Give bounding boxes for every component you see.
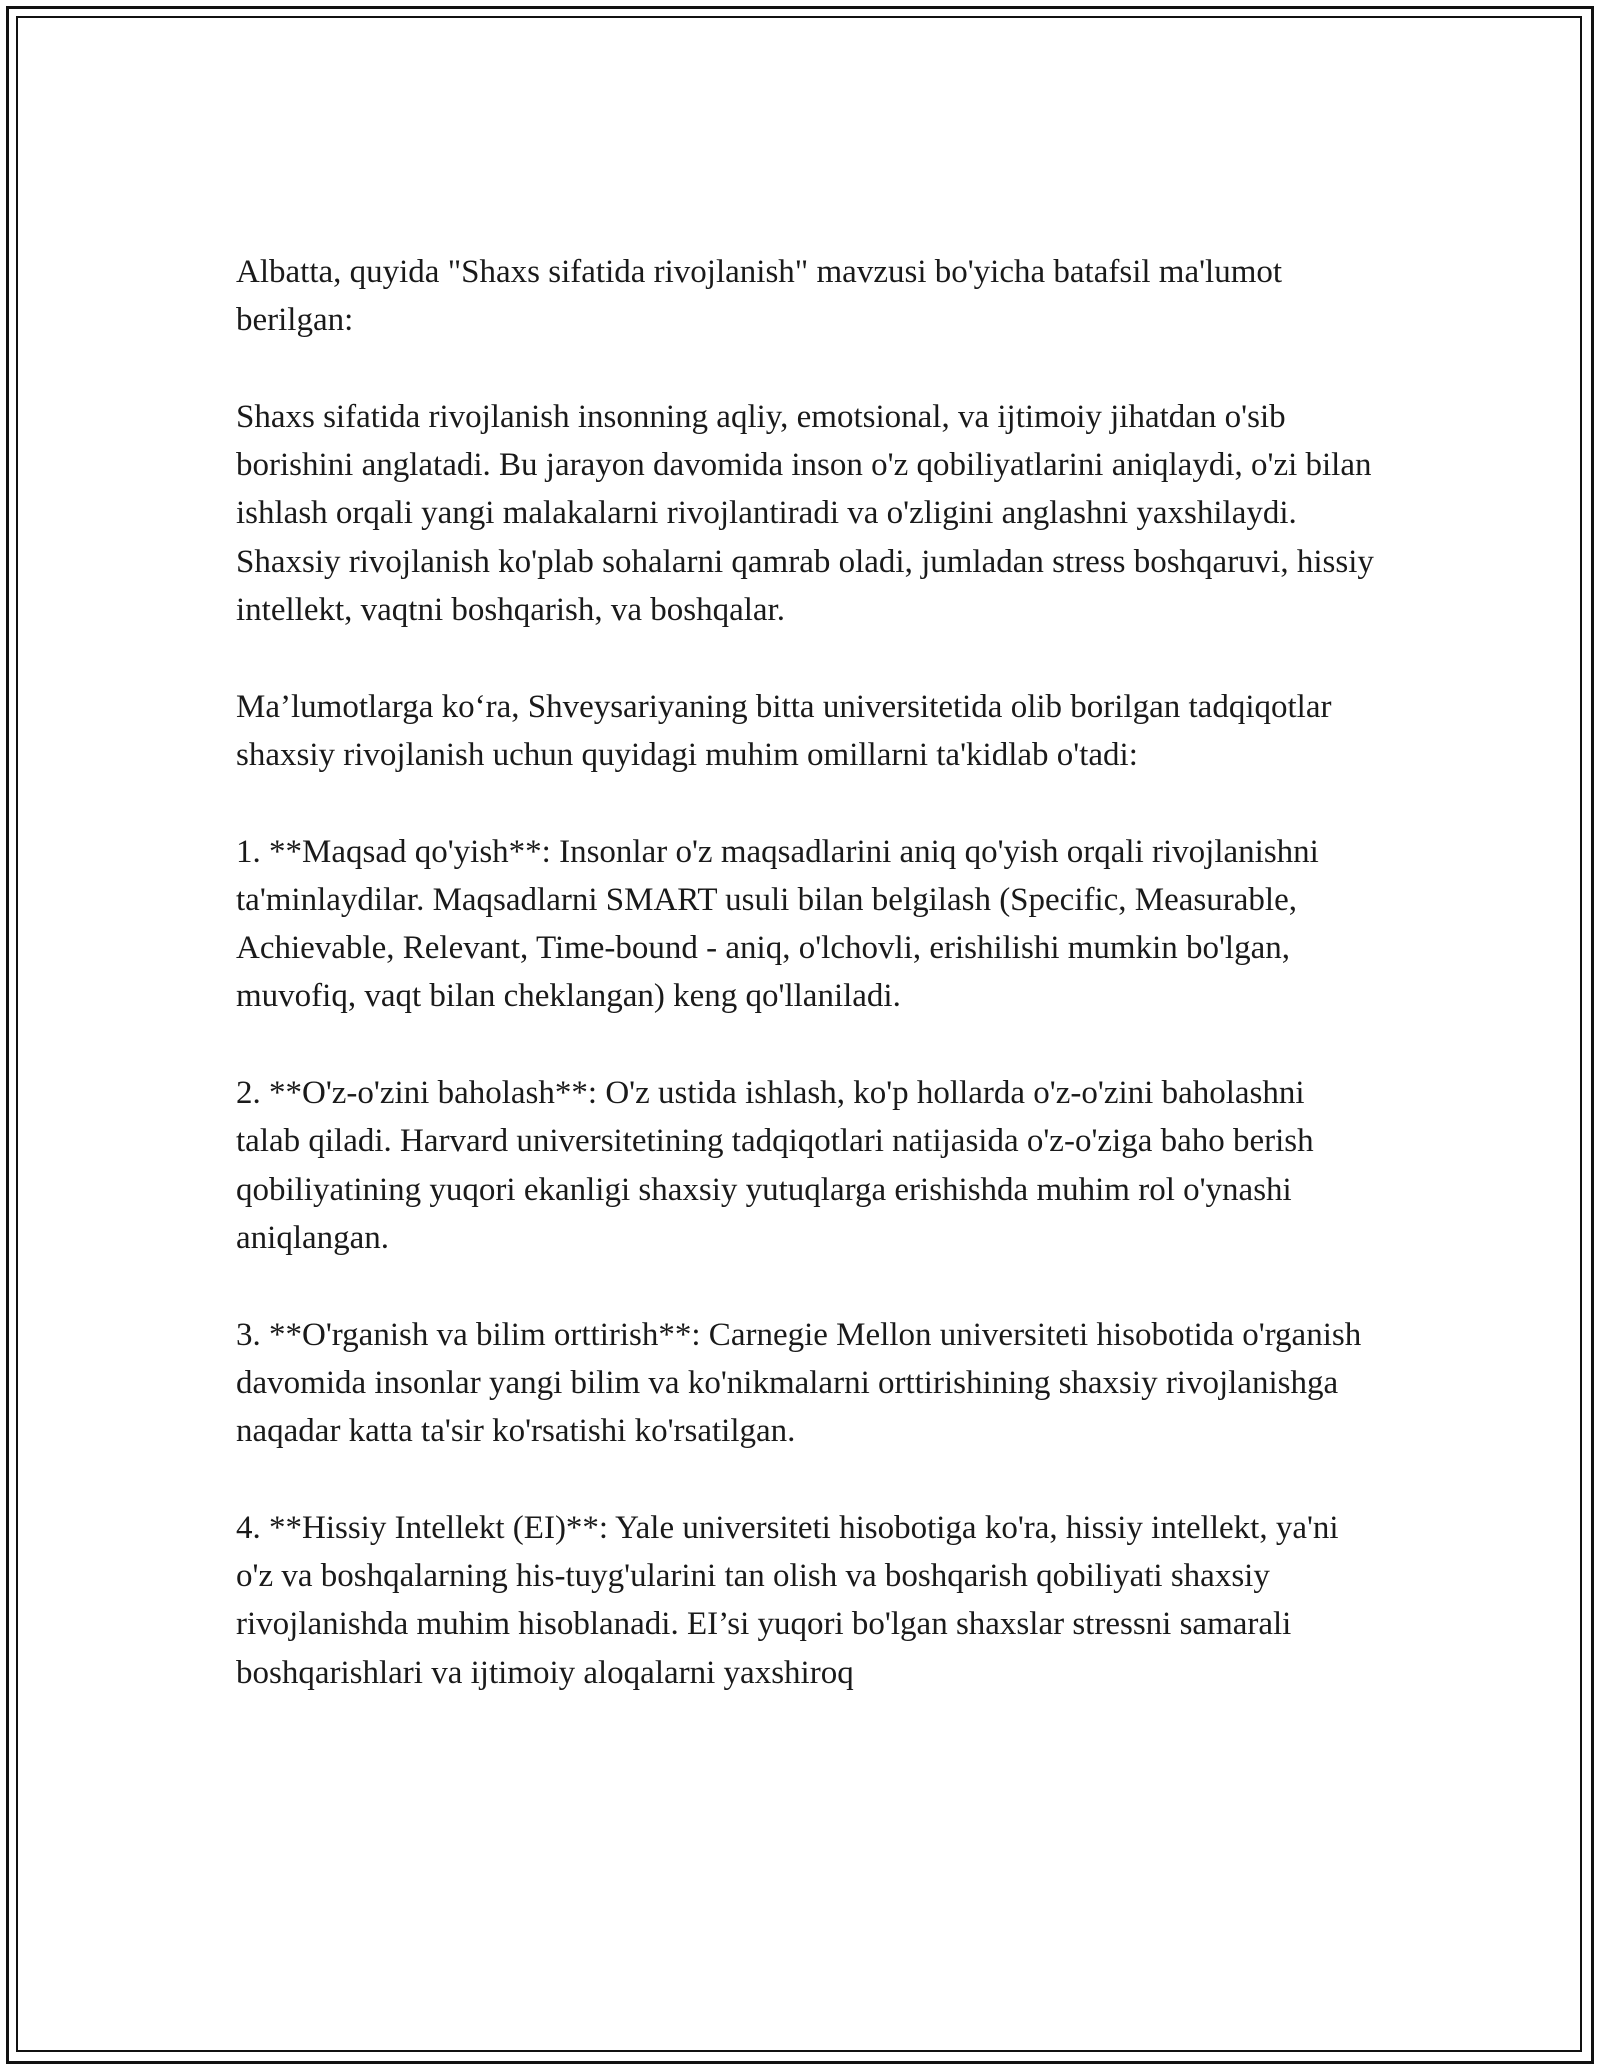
- list-item-learning: 3. **O'rganish va bilim orttirish**: Carnegie Mellon universiteti hisobotida o'rganish davomida insonlar yangi bilim va ko'nikmalarni orttirishining shaxsiy rivojlanishga naqadar katta ta'sir ko'rsatishi ko'rsatilgan.: [236, 1316, 1362, 1450]
- list-item-goal-setting: 1. **Maqsad qo'yish**: Insonlar o'z maqsadlarini aniq qo'yish orqali rivojlanishni ta'minlaydilar. Maqsadlarni SMART usuli bilan belgilash (Specific, Measurable, Achievable, Relevant, Time-bound - aniq, o'lchovli, erishilishi mumkin bo'lgan, muvofiq, vaqt bilan cheklangan) keng qo'llaniladi.: [236, 833, 1319, 1015]
- definition-paragraph: Shaxs sifatida rivojlanish insonning aqliy, emotsional, va ijtimoiy jihatdan o'sib borishini anglatadi. Bu jarayon davomida inson o'z qobiliyatlarini aniqlaydi, o'zi bilan ishlash orqali yangi malakalarni rivojlantiradi va o'zligini anglashni yaxshilaydi. Shaxsiy rivojlanish ko'plab sohalarni qamrab oladi, jumladan stress boshqaruvi, hissiy intellekt, vaqtni boshqarish, va boshqalar.: [236, 398, 1374, 629]
- research-intro-paragraph: Ma’lumotlarga ko‘ra, Shveysariyaning bitta universitetida olib borilgan tadqiqotlar shaxsiy rivojlanish uchun quyidagi muhim omillarni ta'kidlab o'tadi:: [236, 688, 1332, 773]
- intro-paragraph: Albatta, quyida "Shaxs sifatida rivojlanish" mavzusi bo'yicha batafsil ma'lumot berilgan:: [236, 254, 1283, 339]
- document-body: [236, 248, 1376, 1697]
- list-item-emotional-intelligence: 4. **Hissiy Intellekt (EI)**: Yale universiteti hisobotiga ko'ra, hissiy intellekt, ya'ni o'z va boshqalarning his-tuyg'ularini tan olish va boshqarish qobiliyati shaxsiy rivojlanishda muhim hisoblanadi. EI’si yuqori bo'lgan shaxslar stressni samarali boshqarishlari va ijtimoiy aloqalarni yaxshiroq: [236, 1509, 1339, 1691]
- list-item-self-assessment: 2. **O'z-o'zini baholash**: O'z ustida ishlash, ko'p hollarda o'z-o'zini baholashni talab qiladi. Harvard universitetining tadqiqotlari natijasida o'z-o'ziga baho berish qobiliyatining yuqori ekanligi shaxsiy yutuqlarga erishishda muhim rol o'ynashi aniqlangan.: [236, 1075, 1314, 1256]
